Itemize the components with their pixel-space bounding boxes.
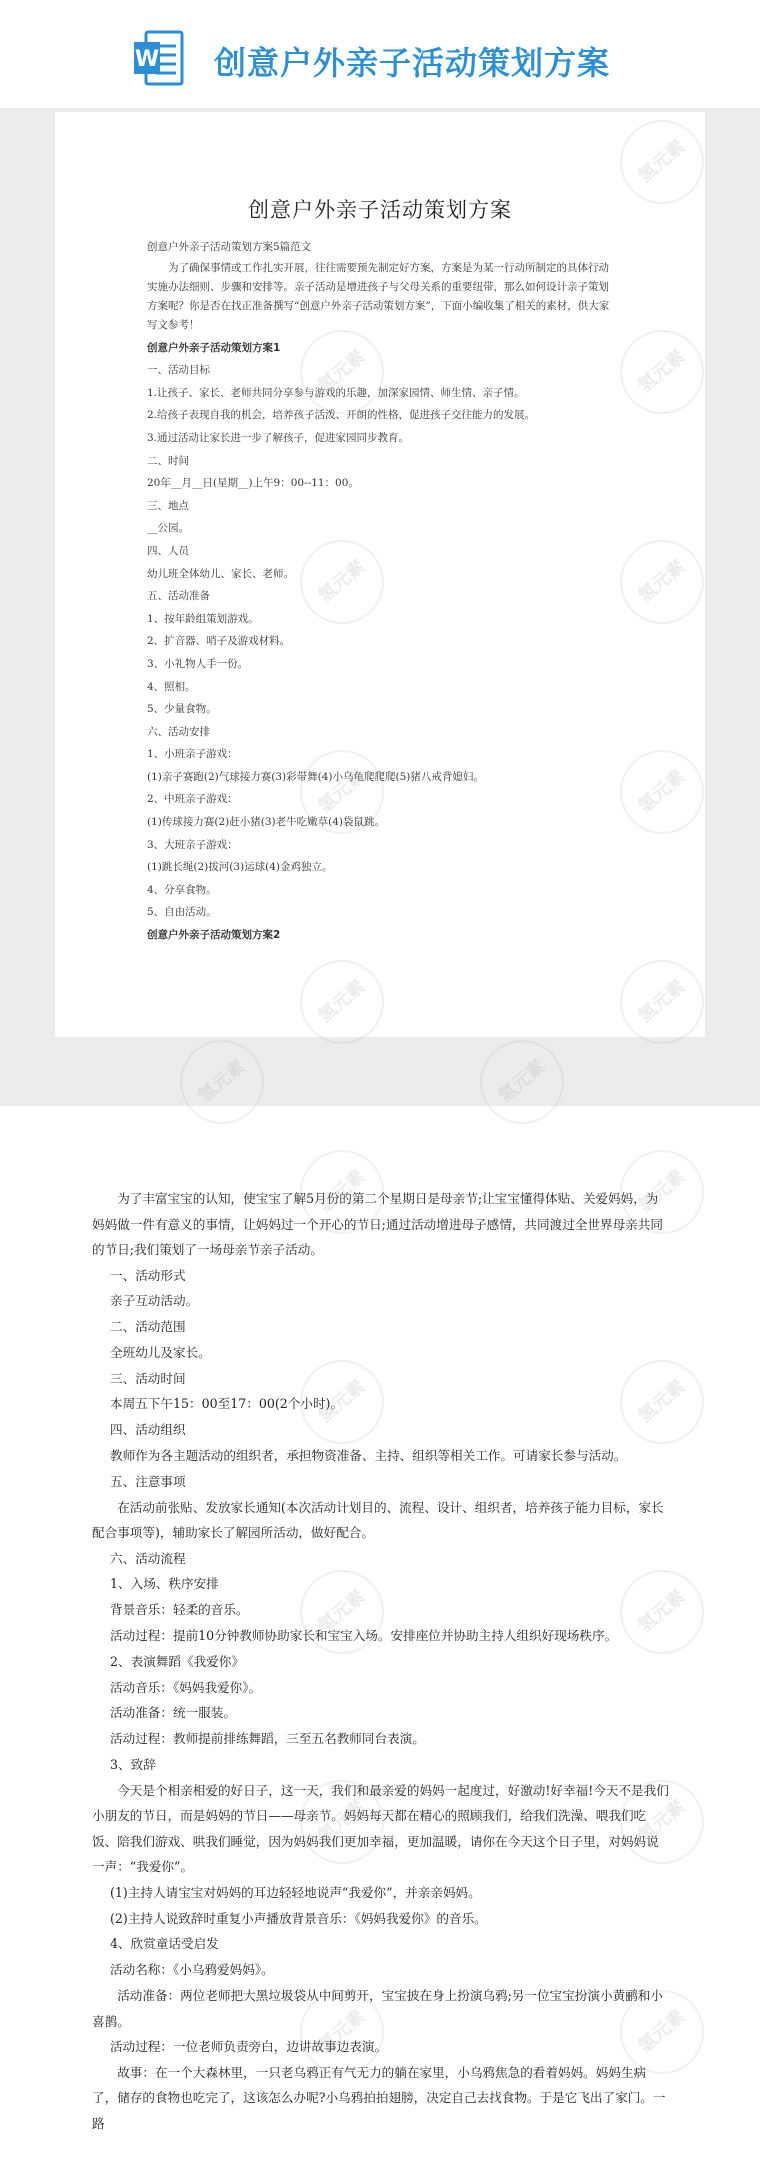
page-2-line: 一、活动形式 xyxy=(110,1267,186,1283)
watermark-stamp: 氢元素 xyxy=(603,1973,721,2091)
watermark-stamp: 氢元素 xyxy=(283,1763,401,1881)
plan-1-line: 六、活动安排 xyxy=(147,725,210,738)
watermark-stamp: 氢元素 xyxy=(603,1343,721,1461)
page-2-line: 五、注意事项 xyxy=(110,1473,186,1489)
document-page-2 xyxy=(92,1186,670,2136)
page-2-line: 活动音乐：《妈妈我爱你》。 xyxy=(110,1679,262,1695)
watermark-stamp: 氢元素 xyxy=(603,943,721,1061)
page-2-line: 活动过程：提前10分钟教师协助家长和宝宝入场。安排座位并协助主持人组织好现场秩序。 xyxy=(110,1628,618,1644)
plan-1-line: 3.通过活动让家长进一步了解孩子，促进家园同步教育。 xyxy=(147,431,410,444)
plan-1-line: 3、小礼物人手一份。 xyxy=(147,657,249,670)
page-2-line: 故事：在一个大森林里，一只老乌鸦正有气无力的躺在家里，小乌鸦焦急的看着妈妈。妈妈生病了，储存的食物也吃完了，这该怎么办呢?小乌鸦拍拍翅膀，决定自己去找食物。于是它飞出了家门。一路 xyxy=(92,2064,666,2131)
plan-1-line: 二、时间 xyxy=(147,454,189,467)
plan-1-line: 1、按年龄组策划游戏。 xyxy=(147,612,259,625)
watermark-stamp: 氢元素 xyxy=(283,943,401,1061)
plan-1-line: 4、分享食物。 xyxy=(147,883,217,896)
page-2-line: 亲子互动活动。 xyxy=(110,1293,199,1309)
watermark-stamp: 氢元素 xyxy=(603,103,721,221)
watermark-stamp: 氢元素 xyxy=(163,1023,281,1141)
plan-1-lines xyxy=(147,359,617,924)
intro-paragraph: 为了确保事情或工作扎实开展，往往需要预先制定好方案，方案是为某一行动所制定的具体行动实施办法细则、步骤和安排等。亲子活动是增进孩子与父母关系的重要纽带，那么如何设计亲子策划方案呢？你是否在找正准备撰写“创意户外亲子活动策划方案”，下面小编收集了相关的素材，供大家写文参考！ xyxy=(147,261,610,331)
page-2-line: (1)主持人请宝宝对妈妈的耳边轻轻地说声“我爱你”，并亲亲妈妈。 xyxy=(110,1884,481,1900)
watermark-stamp: 氢元素 xyxy=(283,733,401,851)
page-2-line: 活动准备：统一服装。 xyxy=(110,1705,236,1721)
watermark-stamp: 氢元素 xyxy=(603,733,721,851)
page-2-line: 在活动前张贴、发放家长通知(本次活动计划目的、流程、设计、组织者，培养孩子能力目标，家长配合事项等)，辅助家长了解园所活动，做好配合。 xyxy=(92,1499,664,1541)
page-2-line: (2)主持人说致辞时重复小声播放背景音乐：《妈妈我爱你》的音乐。 xyxy=(110,1910,487,1926)
watermark-stamp: 氢元素 xyxy=(283,1973,401,2091)
watermark-stamp: 氢元素 xyxy=(463,1023,581,1141)
plan-1-line: 2、扩音器、哨子及游戏材料。 xyxy=(147,635,291,648)
page-2-line: 本周五下午15：00至17：00(2个小时)。 xyxy=(110,1396,344,1412)
plan-1-line: 幼儿班全体幼儿、家长、老师。 xyxy=(147,567,294,580)
plan-1-line: 一、活动目标 xyxy=(147,364,210,377)
plan-1-line: 1.让孩子、家长、老师共同分享参与游戏的乐趣，加深家园情、师生情、亲子情。 xyxy=(147,386,525,399)
page-2-line: 全班幼儿及家长。 xyxy=(110,1344,211,1360)
document-title: 创意户外亲子活动策划方案 xyxy=(248,198,512,222)
plan-1-line: (1)传球接力赛(2)赶小猪(3)老牛吃嫩草(4)袋鼠跳。 xyxy=(147,816,385,829)
page-2-line: 二、活动范围 xyxy=(110,1319,186,1335)
page-2-line: 六、活动流程 xyxy=(110,1550,186,1566)
watermark-stamp: 氢元素 xyxy=(283,313,401,431)
watermark-stamp: 氢元素 xyxy=(283,1553,401,1671)
page-2-line: 2、表演舞蹈《我爱你》 xyxy=(110,1653,244,1669)
watermark-stamp: 氢元素 xyxy=(603,1133,721,1251)
page-2-lines xyxy=(92,1263,670,2137)
page-2-intro: 为了丰富宝宝的认知，使宝宝了解5月份的第二个星期日是母亲节;让宝宝懂得体贴、关爱妈妈，为妈妈做一件有意义的事情，让妈妈过一个开心的节日;通过活动增进母子感情，共同渡过全世界母亲共同的节日;我们策划了一场母亲节亲子活动。 xyxy=(92,1191,663,1257)
plan-1-line: (1)亲子赛跑(2)气球接力赛(3)彩带舞(4)小乌龟爬爬爬(5)猪八戒背媳妇。 xyxy=(147,770,484,783)
plan-1-line: 三、地点 xyxy=(147,499,189,512)
word-document-icon xyxy=(132,30,184,86)
plan-1-heading: 创意户外亲子活动策划方案1 xyxy=(147,341,281,354)
banner xyxy=(0,0,760,108)
page-2-line: 1、入场、秩序安排 xyxy=(110,1576,219,1592)
watermark-stamp: 氢元素 xyxy=(603,313,721,431)
document-body xyxy=(147,236,617,947)
page-2-line: 3、致辞 xyxy=(110,1757,156,1773)
banner-title: 创意户外亲子活动策划方案 xyxy=(214,44,611,82)
word-icon-letter: W xyxy=(134,47,160,72)
page-2-line: 4、欣赏童话受启发 xyxy=(110,1936,219,1952)
plan-1-line: 5、自由活动。 xyxy=(147,906,217,919)
plan-1-line: 1、小班亲子游戏： xyxy=(147,748,238,761)
page-2-line: 背景音乐：轻柔的音乐。 xyxy=(110,1602,249,1618)
page-2-line: 活动过程：教师提前排练舞蹈，三至五名教师同台表演。 xyxy=(110,1731,425,1747)
page-2-line: 活动过程：一位老师负责旁白，边讲故事边表演。 xyxy=(110,2039,388,2055)
plan-2-heading: 创意户外亲子活动策划方案2 xyxy=(147,929,281,942)
page-2-line: 三、活动时间 xyxy=(110,1370,186,1386)
plan-1-line: 4、照相。 xyxy=(147,680,196,693)
watermark-stamp: 氢元素 xyxy=(603,1553,721,1671)
plan-1-line: 2.给孩子表现自我的机会，培养孩子活泼、开朗的性格，促进孩子交往能力的发展。 xyxy=(147,409,536,422)
watermark-stamp: 氢元素 xyxy=(603,1763,721,1881)
page-2-line: 今天是个相亲相爱的好日子，这一天，我们和最亲爱的妈妈一起度过，好激动!好幸福!今天不是我们小朋友的节日，而是妈妈的节日——母亲节。妈妈每天都在精心的照顾我们，给我们洗澡、喂我们吃饭、陪我们游戏、哄我们睡觉，因为妈妈我们更加幸福，更加温暖，请你在今天这个日子里，对妈妈说一声：“我爱你”。 xyxy=(92,1782,669,1875)
page-2-line: 活动准备：两位老师把大黑垃圾袋从中间剪开，宝宝披在身上扮演乌鸦;另一位宝宝扮演小黄鹂和小喜鹊。 xyxy=(92,1988,663,2029)
watermark-stamp: 氢元素 xyxy=(603,523,721,641)
plan-1-line: __公园。 xyxy=(147,522,189,535)
plan-1-line: 四、人员 xyxy=(147,544,189,557)
document-page-1 xyxy=(55,112,705,1037)
watermark-stamp: 氢元素 xyxy=(283,523,401,641)
page-2-line: 四、活动组织 xyxy=(110,1422,186,1438)
plan-1-line: (1)跳长绳(2)拔河(3)运球(4)金鸡独立。 xyxy=(147,861,333,874)
plan-1-line: 五、活动准备 xyxy=(147,590,210,603)
plan-1-line: 2、中班亲子游戏： xyxy=(147,793,238,806)
plan-1-line: 20年__月__日(星期__)上午9：00--11：00。 xyxy=(147,477,359,490)
plan-1-line: 3、大班亲子游戏： xyxy=(147,838,238,851)
document-subtitle: 创意户外亲子活动策划方案5篇范文 xyxy=(147,241,312,253)
page-2-line: 活动名称：《小乌鸦爱妈妈》。 xyxy=(110,1962,274,1978)
watermark-stamp: 氢元素 xyxy=(283,1343,401,1461)
plan-1-line: 5、少量食物。 xyxy=(147,703,217,716)
watermark-stamp: 氢元素 xyxy=(283,1133,401,1251)
page-2-line: 教师作为各主题活动的组织者，承担物资准备、主持、组织等相关工作。可请家长参与活动。 xyxy=(110,1448,627,1464)
